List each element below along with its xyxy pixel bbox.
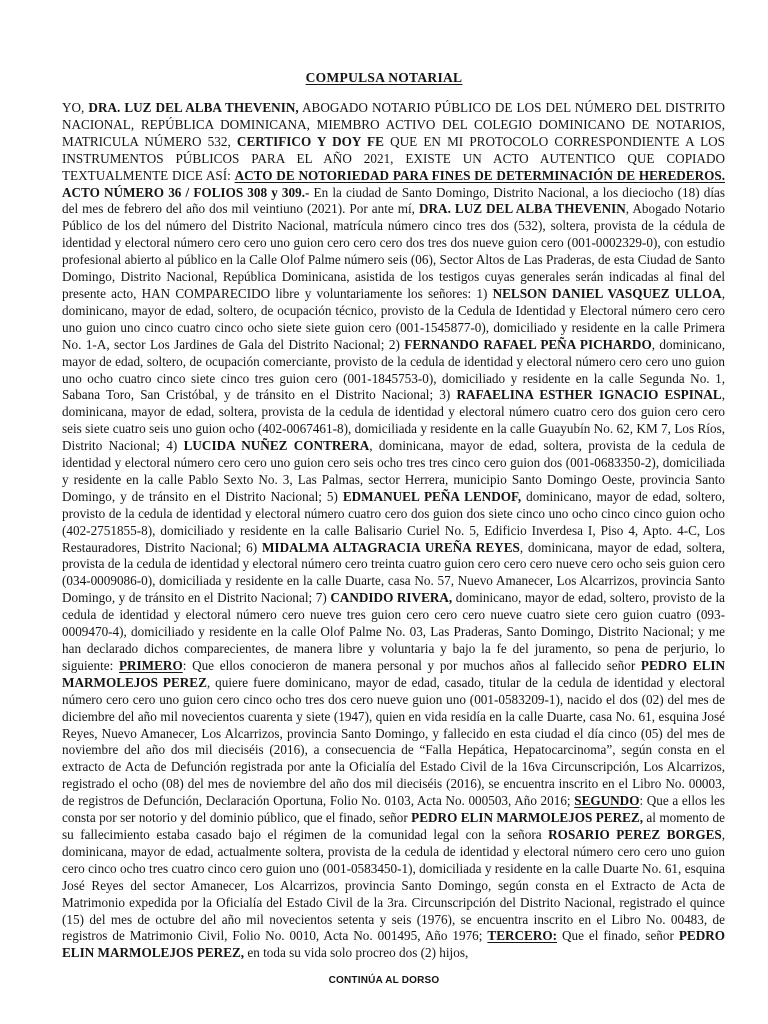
body-text: dominicano, mayor de edad, soltero, provisto de la cedula de identidad y electoral número cuatro cero dos guion dos siete cinco uno ocho cinco cinco guion ocho (402-2751855-8), domiciliado y residente en la calle Balisario Curiel No. 5, Edificio Inverdesa I, Piso 4, Apto. 4-C, Los Restauradores, Distrito Nacional; 6) bbox=[62, 488, 725, 555]
bold-text: ACTO NÚMERO 36 / FOLIOS 308 y 309.- bbox=[62, 184, 310, 200]
bold-text: PEDRO ELIN MARMOLEJOS PEREZ, bbox=[411, 810, 644, 826]
body-text: En la ciudad de Santo Domingo, Distrito Nacional, a los dieciocho (18) días del mes de febrero del año dos mil veintiuno (2021). Por ante mí, bbox=[62, 184, 725, 217]
body-text: : Que ellos conocieron de manera personal y por muchos años al fallecido señor bbox=[182, 657, 641, 673]
section-heading: TERCERO: bbox=[487, 928, 558, 944]
body-text: , dominicana, mayor de edad, soltera, provista de la cedula de identidad y electoral número cero cero uno guion cero seis ocho tres tres cinco cero guion dos (001-0683350-2), domiciliada y residente en la calle Pablo Sexto No. 3, Las Palmas, sector Herrera, municipio Santo Domingo Oeste, provincia Santo Domingo, y de tránsito en el Distrito Nacional; 5) bbox=[62, 438, 725, 504]
body-text: , dominicana, mayor de edad, soltera, provista de la cedula de identidad y electoral número cero treinta cuatro guion cero cero cero nueve cero ocho seis guion cero (034-0009086-0), domiciliada y residente en la calle Duarte, casa No. 57, Nuevo Amanecer, Los Alcarrizos, provincia Santo Domingo, y de tránsito en el Distrito Nacional; 7) bbox=[62, 539, 726, 606]
bold-text: NELSON DANIEL VASQUEZ ULLOA bbox=[492, 285, 722, 301]
bold-text: MIDALMA ALTAGRACIA UREÑA REYES bbox=[261, 539, 520, 555]
bold-text: CERTIFICO Y DOY FE bbox=[236, 133, 384, 149]
section-heading: ACTO DE NOTORIEDAD PARA FINES DE DETERMINACIÓN DE HEREDEROS. bbox=[234, 167, 725, 183]
body-text: Que el finado, señor bbox=[557, 928, 679, 944]
body-text: ABOGADO NOTARIO PÚBLICO DE LOS DEL NÚMERO DEL DISTRITO NACIONAL, REPÚBLICA DOMINICANA, MIEMBRO ACTIVO DEL COLEGIO DOMINICANO DE NOTARIOS, MATRICULA NÚMERO 532, bbox=[62, 100, 725, 149]
body-text: , dominicana, mayor de edad, soltera, provista de la cedula de identidad y electoral número cuatro cero dos guion cero cero seis siete cuatro seis uno guion ocho (402-0067461-8), domiciliada y residente en la calle Guayubín No. 62, KM 7, Los Ríos, Distrito Nacional; 4) bbox=[62, 387, 725, 454]
body-text: YO, bbox=[62, 100, 89, 115]
bold-text: DRA. LUZ DEL ALBA THEVENIN, bbox=[88, 100, 299, 115]
body-text: , dominicana, mayor de edad, actualmente soltera, provista de la cedula de identidad y electoral número cero cero uno guion cero cinco ocho tres cuatro cinco cero guion uno (001-0583450-1), domiciliada y residente en la calle Duarte No. 61, esquina José Reyes del sector Amanecer, Los Alcarrizos, provincia Santo Domingo, según consta en el Extracto de Acta de Matrimonio expedida por la Oficialía del Estado Civil de la 3ra. Circunscripción del Distrito Nacional, registrado el quince (15) del mes de octubre del año mil novecientos setenta y seis (1976), se encuentra inscrito en el Libro No. 00483, de registros de Matrimonio Civil, Folio No. 0010, Acta No. 001495, Año 1976; bbox=[62, 826, 725, 944]
body-text: , Abogado Notario Público de los del número del Distrito Nacional, matrícula número cinco tres dos (532), soltera, provista de la cédula de identidad y electoral número cero cero uno guion cero cero cero dos tres dos nueve guion cero (001-0002329-0), con estudio profesional abierto al público en la Calle Olof Palme número seis (06), Sector Altos de Las Praderas, de esta Ciudad de Santo Domingo, Distrito Nacional, República Dominicana, asistida de los testigos cuyas generales serán indicadas al final del presente acto, HAN COMPARECIDO libre y voluntariamente los señores: 1) bbox=[62, 201, 726, 301]
body-text: al momento de su fallecimiento estaba casado bajo el régimen de la comunidad legal con la señora bbox=[62, 810, 725, 842]
bold-text: PEDRO ELIN MARMOLEJOS PEREZ bbox=[62, 657, 726, 690]
bold-text: RAFAELINA ESTHER IGNACIO ESPINAL bbox=[456, 387, 722, 403]
body-text: , dominicano, mayor de edad, soltero, de ocupación comerciante, provisto de la cedula de identidad y electoral número cero cero uno guion uno ocho cuatro cinco siete cinco tres guion cero (001-1845753-0), domiciliado y residente en la calle Segunda No. 1, Sabana Toro, San Cristóbal, y de tránsito en el Distrito Nacional; 3) bbox=[62, 336, 725, 403]
section-heading: PRIMERO bbox=[118, 657, 183, 673]
body-text: QUE EN MI PROTOCOLO CORRESPONDIENTE A LOS INSTRUMENTOS PÚBLICOS PARA EL AÑO 2021, EXISTE UN ACTO AUTENTICO QUE COPIADO TEXTUALMENTE DICE ASÍ: bbox=[62, 133, 725, 183]
continue-on-back-note: CONTINÚA AL DORSO bbox=[328, 975, 440, 986]
bold-text: LUCIDA NUÑEZ CONTRERA bbox=[183, 438, 370, 454]
bold-text: EDMANUEL PEÑA LENDOF, bbox=[342, 488, 522, 504]
body-text: en toda su vida solo procreo dos (2) hijos, bbox=[244, 945, 469, 961]
body-text: dominicano, mayor de edad, soltero, provisto de la cedula de identidad y electoral número cero nueve tres guion cero cero cero nueve cuatro siete cero guion cuatro (093-0009470-4), domiciliado y residente en la calle Olof Palme No. 03, Las Praderas, Santo Domingo, Distrito Nacional; y me han declarado dichos comparecientes, de manera libre y voluntaria y bajo la fe del juramento, so pena de perjurio, lo siguiente: bbox=[62, 590, 726, 673]
bold-text: PEDRO ELIN MARMOLEJOS PEREZ, bbox=[62, 928, 725, 961]
bold-text: ROSARIO PEREZ BORGES bbox=[548, 826, 722, 842]
section-heading: SEGUNDO bbox=[574, 793, 640, 809]
document-body bbox=[62, 100, 725, 962]
body-text: : Que a ellos les consta por ser notorio y del dominio público, que el finado, señor bbox=[62, 793, 726, 826]
body-text: , quiere fuere dominicano, mayor de edad, casado, titular de la cedula de identidad y electoral número cero cero uno guion cero cinco ocho tres dos cero nueve guion uno (001-0583209-1), nacido el dos (02) del mes de diciembre del año mil novecientos cuarenta y siete (1947), quien en vida residía en la calle Duarte, casa No. 61, esquina José Reyes, Nuevo Amanecer, Los Alcarrizos, provincia Santo Domingo, y fallecido en esta ciudad el día cinco (05) del mes de noviembre del año dos mil dieciséis (2016), a consecuencia de “Falla Hepática, Hepatocarcinoma”, según consta en el extracto de Acta de Defunción registrada por ante la Oficialía del Estado Civil de la 16va Circunscripción, Los Alcarrizos, registrado el ocho (08) del mes de noviembre del año dos mil dieciséis (2016), se encuentra inscrito en el Libro No. 00003, de registros de Defunción, Declaración Oportuna, Folio No. 0103, Acta No. 000503, Año 2016; bbox=[62, 674, 725, 809]
body-text: , dominicano, mayor de edad, soltero, de ocupación técnico, provisto de la Cedula de Identidad y Electoral número cero cero uno guion uno cinco cuatro cinco ocho siete siete guion cero (001-1545877-0), domiciliado y residente en la calle Primera No. 1-A, sector Los Jardines de Gala del Distrito Nacional; 2) bbox=[62, 285, 725, 352]
document-title: COMPULSA NOTARIAL bbox=[305, 70, 463, 85]
bold-text: FERNANDO RAFAEL PEÑA PICHARDO bbox=[404, 336, 652, 352]
bold-text: DRA. LUZ DEL ALBA THEVENIN bbox=[419, 201, 626, 217]
bold-text: CANDIDO RIVERA, bbox=[330, 590, 453, 606]
